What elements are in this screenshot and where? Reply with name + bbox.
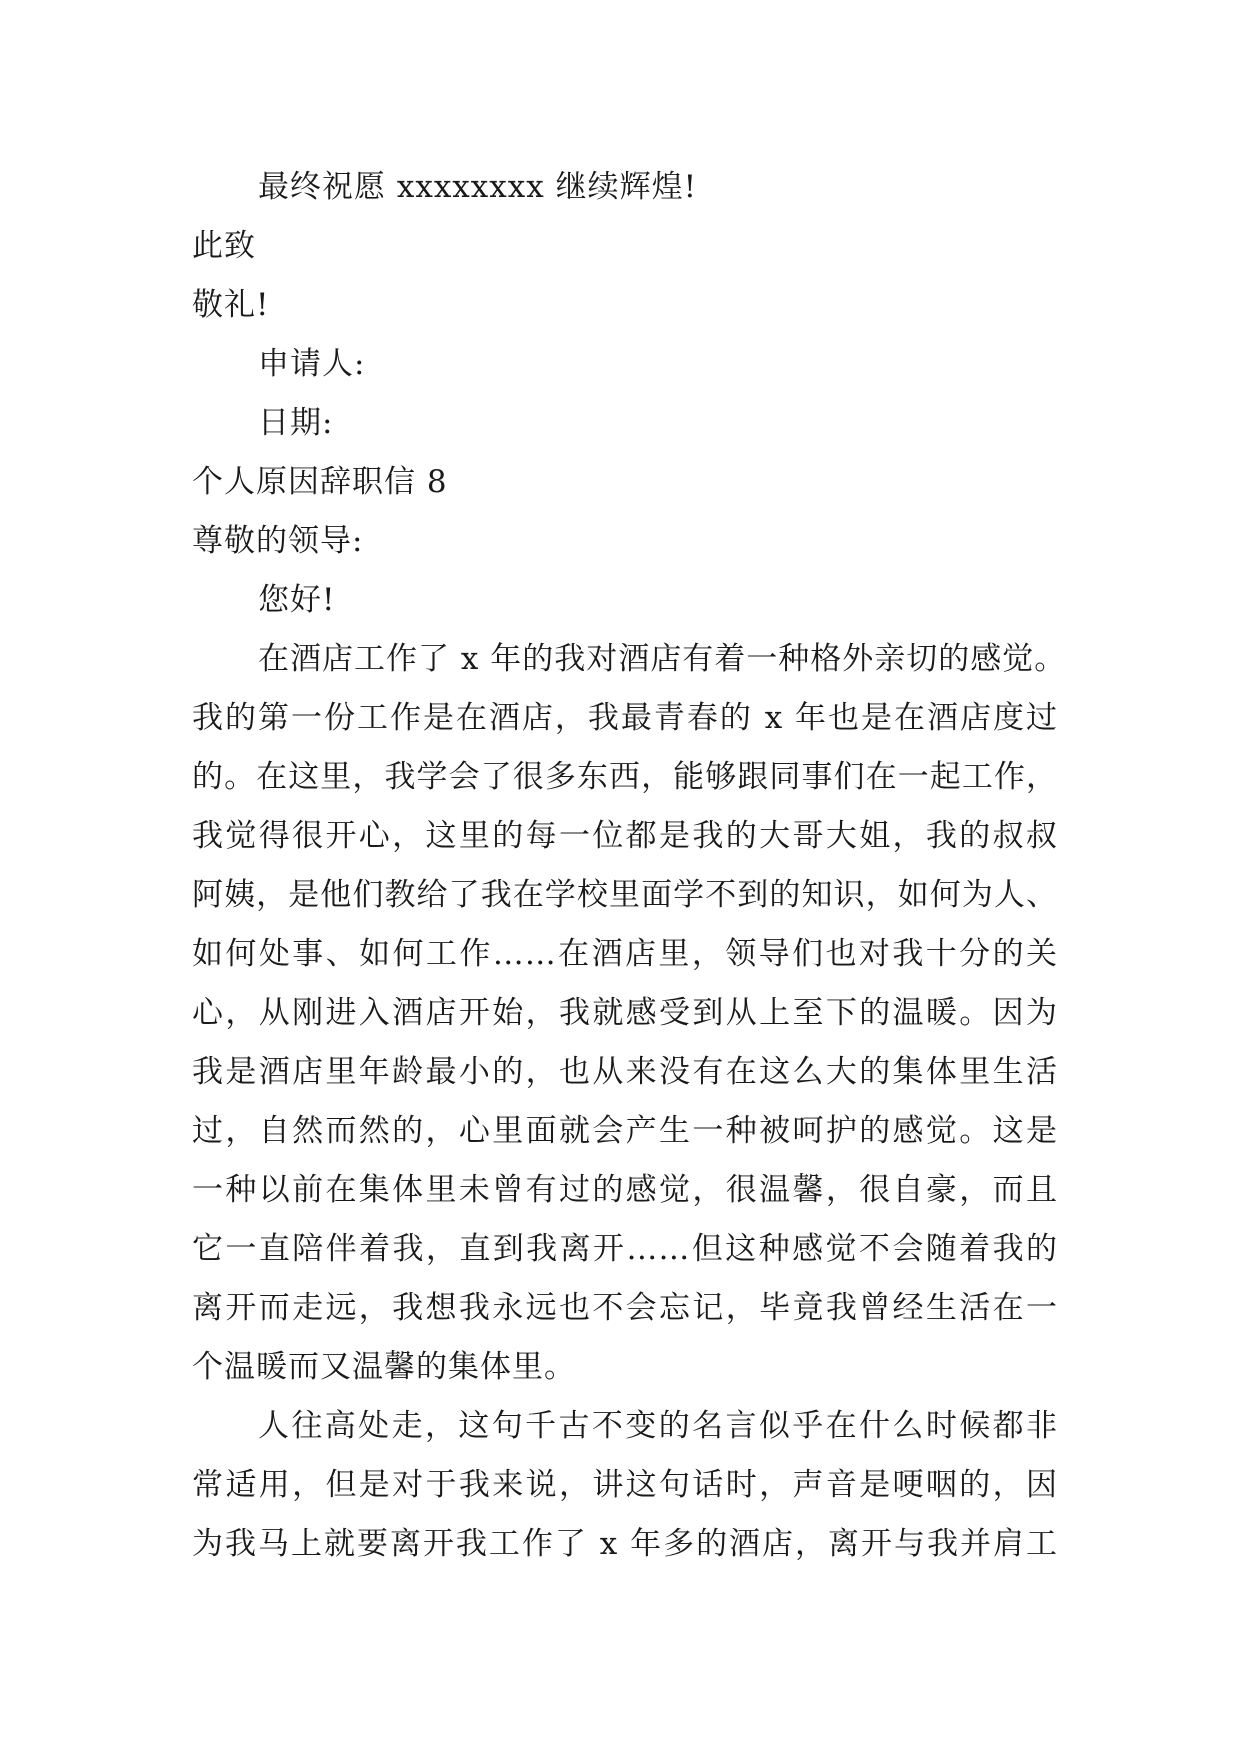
paragraph-line: 阿姨，是他们教给了我在学校里面学不到的知识，如何为人、	[192, 877, 1058, 913]
paragraph-line: 在酒店工作了 x 年的我对酒店有着一种格外亲切的感觉。	[258, 641, 1067, 677]
body-paragraph-2	[192, 1397, 1058, 1574]
letter-heading: 个人原因辞职信 8	[192, 464, 448, 500]
body-paragraph-1	[192, 630, 1067, 1397]
salute-line-2: 敬礼!	[192, 287, 270, 323]
letter-greeting: 尊敬的领导:	[192, 523, 364, 559]
paragraph-line: 离开而走远，我想我永远也不会忘记，毕竟我曾经生活在一	[192, 1290, 1058, 1326]
document-page	[192, 158, 1067, 1574]
paragraph-line: 它一直陪伴着我，直到我离开……但这种感觉不会随着我的	[192, 1231, 1058, 1267]
paragraph-line: 我是酒店里年龄最小的，也从来没有在这么大的集体里生活	[192, 1054, 1058, 1090]
paragraph-line: 我的第一份工作是在酒店，我最青春的 x 年也是在酒店度过	[192, 700, 1058, 736]
date-line: 日期:	[258, 405, 334, 441]
paragraph-line: 一种以前在集体里未曾有过的感觉，很温馨，很自豪，而且	[192, 1172, 1058, 1208]
paragraph-line: 如何处事、如何工作……在酒店里，领导们也对我十分的关	[192, 936, 1058, 972]
closing-wish: 最终祝愿 xxxxxxxx 继续辉煌!	[258, 169, 698, 205]
letter-hello: 您好!	[258, 582, 336, 618]
salute-line-1: 此致	[192, 228, 256, 264]
paragraph-line: 我觉得很开心，这里的每一位都是我的大哥大姐，我的叔叔	[192, 818, 1058, 854]
paragraph-line: 个温暖而又温馨的集体里。	[192, 1349, 576, 1385]
paragraph-line: 的。在这里，我学会了很多东西，能够跟同事们在一起工作，	[192, 759, 1058, 795]
applicant-line: 申请人:	[258, 346, 366, 382]
paragraph-line: 人往高处走，这句千古不变的名言似乎在什么时候都非	[258, 1408, 1058, 1444]
paragraph-line: 常适用，但是对于我来说，讲这句话时，声音是哽咽的，因	[192, 1467, 1058, 1503]
paragraph-line: 心，从刚进入酒店开始，我就感受到从上至下的温暖。因为	[192, 995, 1058, 1031]
paragraph-line: 过，自然而然的，心里面就会产生一种被呵护的感觉。这是	[192, 1113, 1058, 1149]
paragraph-line: 为我马上就要离开我工作了 x 年多的酒店，离开与我并肩工	[192, 1526, 1058, 1562]
